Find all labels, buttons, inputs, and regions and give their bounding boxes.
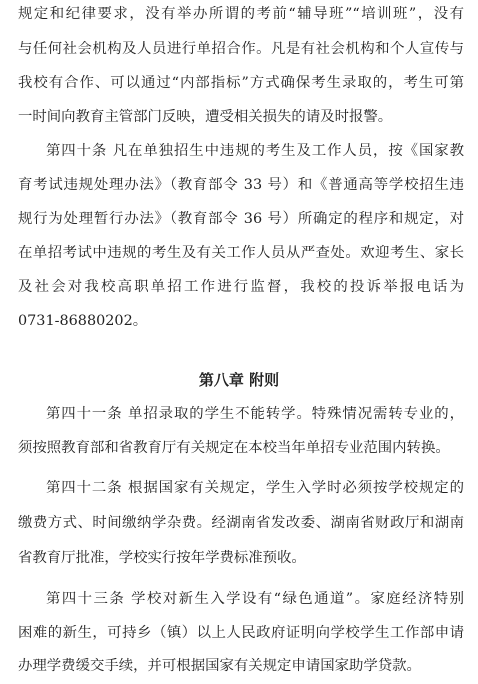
article-39-line-1: 规定和纪律要求，没有举办所谓的考前“辅导班”“培训班”，没有: [18, 6, 464, 22]
article-42-line-1: 第四十二条 根据国家有关规定，学生入学时必须按学校规定的: [46, 480, 464, 496]
article-41-line-2: 须按照教育部和省教育厅有关规定在本校当年单招专业范围内转换。: [18, 440, 450, 456]
article-40-line-6: 0731-86880202。: [18, 313, 148, 329]
article-43-line-3: 办理学费缓交手续，并可根据国家有关规定申请国家助学贷款。: [18, 658, 421, 674]
article-40-line-5: 及社会对我校高职单招工作进行监督，我校的投诉举报电话为: [18, 279, 464, 295]
article-39-line-3: 我校有合作、可以通过“内部指标”方式确保考生录取的，考生可第: [18, 75, 464, 91]
article-40-line-1: 第四十条 凡在单独招生中违规的考生及工作人员，按《国家教: [46, 143, 464, 159]
chapter-heading: 第八章 附则: [198, 371, 280, 389]
article-40-line-4: 在单招考试中违规的考生及有关工作人员从严查处。欢迎考生、家长: [18, 245, 464, 261]
article-42-line-3: 省教育厅批准，学校实行按年学费标准预收。: [18, 550, 306, 566]
article-39-line-4: 一时间向教育主管部门反映，遭受相关损失的请及时报警。: [18, 109, 393, 125]
article-40-line-2: 育考试违规处理办法》（教育部令 33 号）和《普通高等学校招生违: [18, 177, 464, 193]
article-42-line-2: 缴费方式、时间缴纳学杂费。经湖南省发改委、湖南省财政厅和湖南: [18, 515, 464, 531]
article-41-line-1: 第四十一条 单招录取的学生不能转学。特殊情况需转专业的，: [46, 406, 464, 422]
article-43-line-2: 困难的新生，可持乡（镇）以上人民政府证明向学校学生工作部申请: [18, 625, 464, 641]
article-40-line-3: 规行为处理暂行办法》（教育部令 36 号）所确定的程序和规定，对: [18, 211, 464, 227]
article-43-line-1: 第四十三条 学校对新生入学设有“绿色通道”。家庭经济特别: [46, 591, 464, 607]
article-39-line-2: 与任何社会机构及人员进行单招合作。凡是有社会机构和个人宣传与: [18, 41, 464, 57]
